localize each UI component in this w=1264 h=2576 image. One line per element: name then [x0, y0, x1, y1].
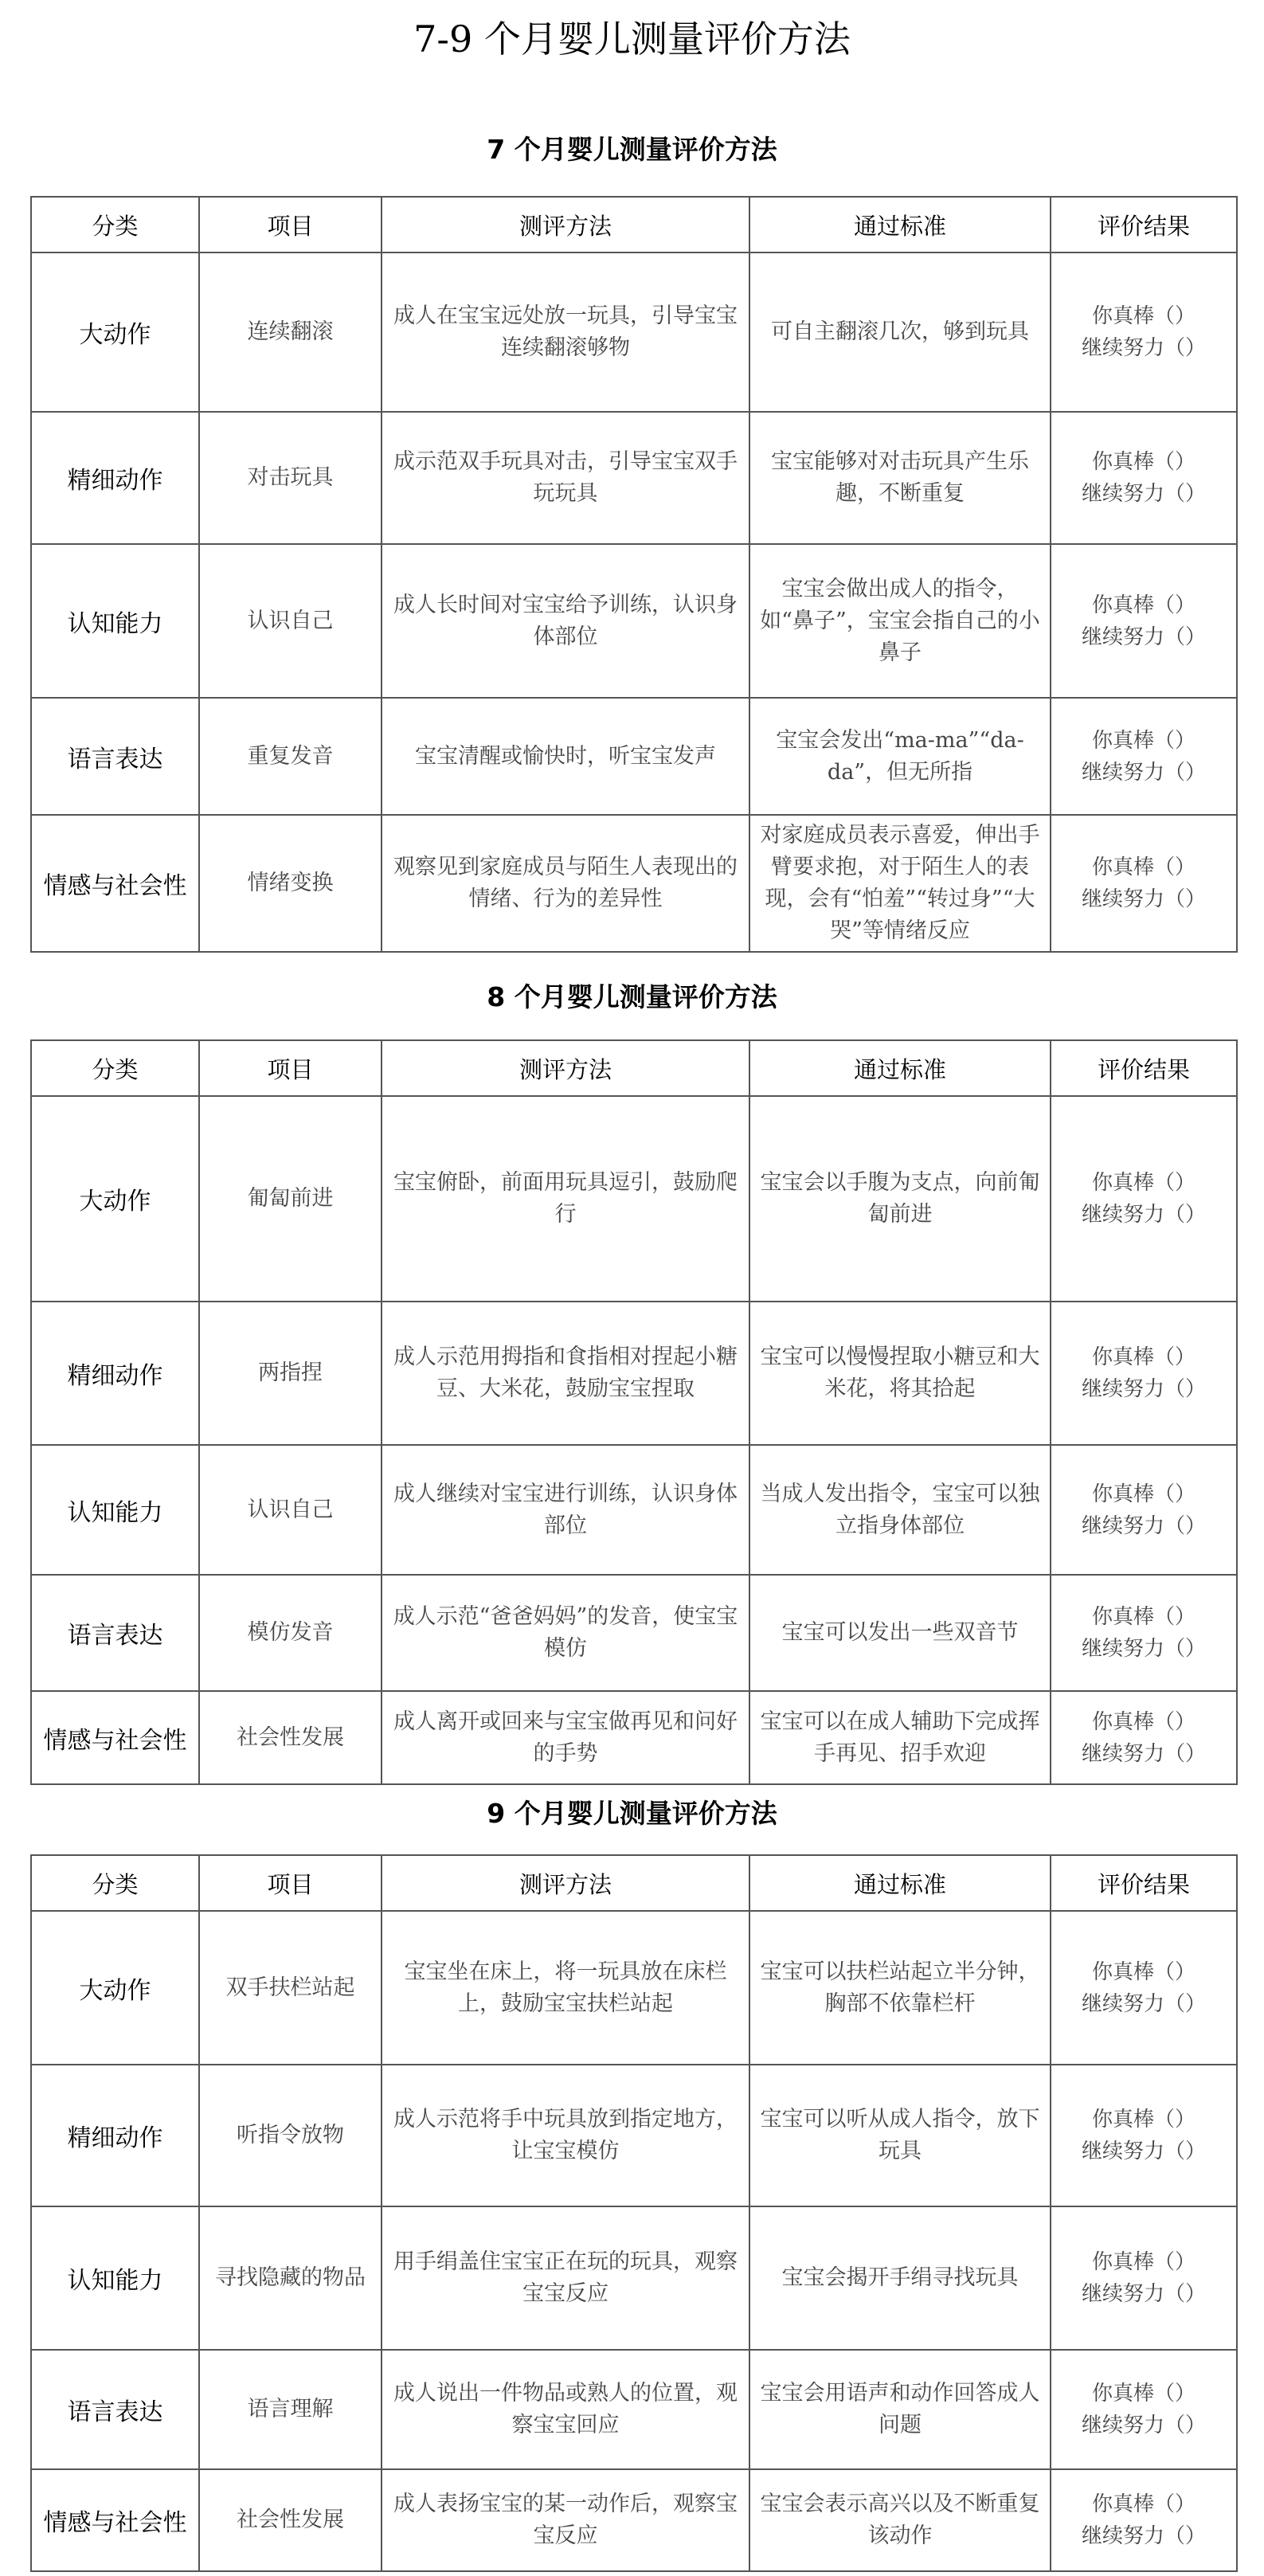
result-cell [1051, 544, 1237, 698]
table-row [31, 1691, 1237, 1784]
result-good: 你真棒（） [1091, 1709, 1196, 1734]
method-cell: 观察见到家庭成员与陌生人表现出的情绪、行为的差异性 [382, 815, 749, 952]
item-cell: 双手扶栏站起 [199, 1911, 382, 2065]
result-good: 你真棒（） [1091, 1482, 1196, 1506]
method-cell: 宝宝俯卧，前面用玩具逗引，鼓励爬行 [382, 1096, 749, 1302]
table-row [31, 2350, 1237, 2469]
standard-cell: 宝宝会做出成人的指令，如“鼻子”，宝宝会指自己的小鼻子 [749, 544, 1051, 698]
category-cell: 语言表达 [31, 2350, 199, 2469]
item-cell: 模仿发音 [199, 1575, 382, 1691]
table-row [31, 1445, 1237, 1575]
standard-cell: 宝宝可以听从成人指令，放下玩具 [749, 2065, 1051, 2206]
category-cell: 情感与社会性 [31, 815, 199, 952]
header-standard: 通过标准 [749, 1040, 1051, 1096]
result-good: 你真棒（） [1091, 1605, 1196, 1629]
result-try: 继续努力（） [1081, 1203, 1206, 1227]
method-cell: 成人示范“爸爸妈妈”的发音，使宝宝模仿 [382, 1575, 749, 1691]
result-try: 继续努力（） [1081, 1741, 1206, 1766]
header-method: 测评方法 [382, 1040, 749, 1096]
category-cell: 语言表达 [31, 1575, 199, 1691]
method-cell: 成人说出一件物品或熟人的位置，观察宝宝回应 [382, 2350, 749, 2469]
standard-cell: 宝宝可以慢慢捏取小糖豆和大米花，将其拾起 [749, 1302, 1051, 1445]
item-cell: 连续翻滚 [199, 253, 382, 412]
item-cell: 社会性发展 [199, 2469, 382, 2571]
result-good: 你真棒（） [1091, 1171, 1196, 1195]
table-row [31, 1911, 1237, 2065]
document-title: 7-9 个月婴儿测量评价方法 [413, 18, 851, 61]
table-header-row [31, 1855, 1237, 1911]
result-try: 继续努力（） [1081, 336, 1206, 360]
method-cell: 成人示范将手中玩具放到指定地方，让宝宝模仿 [382, 2065, 749, 2206]
header-result: 评价结果 [1051, 197, 1237, 253]
result-cell [1051, 1575, 1237, 1691]
category-cell: 语言表达 [31, 698, 199, 815]
table-row [31, 412, 1237, 544]
method-cell: 成人继续对宝宝进行训练，认识身体部位 [382, 1445, 749, 1575]
result-cell [1051, 412, 1237, 544]
table-row [31, 1096, 1237, 1302]
table-row [31, 1575, 1237, 1691]
item-cell: 认识自己 [199, 1445, 382, 1575]
standard-cell: 宝宝会揭开手绢寻找玩具 [749, 2206, 1051, 2350]
method-cell: 成人表扬宝宝的某一动作后，观察宝宝反应 [382, 2469, 749, 2571]
header-result: 评价结果 [1051, 1040, 1237, 1096]
category-cell: 精细动作 [31, 412, 199, 544]
category-cell: 大动作 [31, 1096, 199, 1302]
standard-cell: 当成人发出指令，宝宝可以独立指身体部位 [749, 1445, 1051, 1575]
result-try: 继续努力（） [1081, 760, 1206, 785]
header-category: 分类 [31, 1040, 199, 1096]
section-title-8m: 8 个月婴儿测量评价方法 [487, 981, 777, 1012]
table-8m [30, 1039, 1238, 1785]
item-cell: 情绪变换 [199, 815, 382, 952]
result-good: 你真棒（） [1091, 593, 1196, 617]
category-cell: 认知能力 [31, 544, 199, 698]
item-cell: 对击玩具 [199, 412, 382, 544]
result-try: 继续努力（） [1081, 2282, 1206, 2306]
result-cell [1051, 815, 1237, 952]
result-cell [1051, 2206, 1237, 2350]
result-cell [1051, 2469, 1237, 2571]
method-cell: 用手绢盖住宝宝正在玩的玩具，观察宝宝反应 [382, 2206, 749, 2350]
table-row [31, 698, 1237, 815]
standard-cell: 宝宝会以手腹为支点，向前匍匐前进 [749, 1096, 1051, 1302]
header-standard: 通过标准 [749, 197, 1051, 253]
header-method: 测评方法 [382, 197, 749, 253]
table-header-row [31, 1040, 1237, 1096]
result-good: 你真棒（） [1091, 1959, 1196, 1984]
result-good: 你真棒（） [1091, 855, 1196, 879]
category-cell: 大动作 [31, 1911, 199, 2065]
table-row [31, 253, 1237, 412]
result-try: 继续努力（） [1081, 1991, 1206, 2016]
result-good: 你真棒（） [1091, 2250, 1196, 2274]
standard-cell: 宝宝可以发出一些双音节 [749, 1575, 1051, 1691]
result-good: 你真棒（） [1091, 2492, 1196, 2516]
category-cell: 大动作 [31, 253, 199, 412]
item-cell: 匍匐前进 [199, 1096, 382, 1302]
header-method: 测评方法 [382, 1855, 749, 1911]
result-try: 继续努力（） [1081, 1637, 1206, 1661]
item-cell: 认识自己 [199, 544, 382, 698]
result-try: 继续努力（） [1081, 1513, 1206, 1538]
result-good: 你真棒（） [1091, 728, 1196, 753]
result-good: 你真棒（） [1091, 304, 1196, 328]
result-cell [1051, 1911, 1237, 2065]
result-cell [1051, 2350, 1237, 2469]
header-category: 分类 [31, 197, 199, 253]
standard-cell: 宝宝可以在成人辅助下完成挥手再见、招手欢迎 [749, 1691, 1051, 1784]
result-try: 继续努力（） [1081, 482, 1206, 506]
standard-cell: 宝宝会表示高兴以及不断重复该动作 [749, 2469, 1051, 2571]
method-cell: 成人在宝宝远处放一玩具，引导宝宝连续翻滚够物 [382, 253, 749, 412]
result-good: 你真棒（） [1091, 450, 1196, 474]
section-title-7m: 7 个月婴儿测量评价方法 [487, 134, 777, 165]
category-cell: 情感与社会性 [31, 1691, 199, 1784]
result-cell [1051, 698, 1237, 815]
result-try: 继续努力（） [1081, 624, 1206, 649]
item-cell: 寻找隐藏的物品 [199, 2206, 382, 2350]
header-category: 分类 [31, 1855, 199, 1911]
result-cell [1051, 1096, 1237, 1302]
method-cell: 成人长时间对宝宝给予训练，认识身体部位 [382, 544, 749, 698]
result-good: 你真棒（） [1091, 2108, 1196, 2132]
item-cell: 重复发音 [199, 698, 382, 815]
section-title-9m: 9 个月婴儿测量评价方法 [487, 1798, 777, 1829]
method-cell: 成人离开或回来与宝宝做再见和问好的手势 [382, 1691, 749, 1784]
item-cell: 语言理解 [199, 2350, 382, 2469]
table-row [31, 2206, 1237, 2350]
standard-cell: 宝宝会用语声和动作回答成人问题 [749, 2350, 1051, 2469]
category-cell: 认知能力 [31, 1445, 199, 1575]
standard-cell: 可自主翻滚几次，够到玩具 [749, 253, 1051, 412]
result-good: 你真棒（） [1091, 1345, 1196, 1369]
table-row [31, 2065, 1237, 2206]
method-cell: 宝宝坐在床上，将一玩具放在床栏上，鼓励宝宝扶栏站起 [382, 1911, 749, 2065]
table-7m [30, 196, 1238, 953]
table-row [31, 544, 1237, 698]
table-row [31, 1302, 1237, 1445]
category-cell: 精细动作 [31, 1302, 199, 1445]
header-item: 项目 [199, 1040, 382, 1096]
standard-cell: 宝宝可以扶栏站起立半分钟，胸部不依靠栏杆 [749, 1911, 1051, 2065]
header-item: 项目 [199, 1855, 382, 1911]
category-cell: 认知能力 [31, 2206, 199, 2350]
result-cell [1051, 2065, 1237, 2206]
standard-cell: 宝宝能够对对击玩具产生乐趣，不断重复 [749, 412, 1051, 544]
header-item: 项目 [199, 197, 382, 253]
method-cell: 成人示范用拇指和食指相对捏起小糖豆、大米花，鼓励宝宝捏取 [382, 1302, 749, 1445]
table-9m [30, 1854, 1238, 2572]
result-try: 继续努力（） [1081, 2139, 1206, 2163]
result-cell [1051, 253, 1237, 412]
result-try: 继续努力（） [1081, 1377, 1206, 1401]
result-cell [1051, 1302, 1237, 1445]
result-good: 你真棒（） [1091, 2382, 1196, 2406]
table-row [31, 815, 1237, 952]
table-row [31, 2469, 1237, 2571]
result-cell [1051, 1691, 1237, 1784]
header-result: 评价结果 [1051, 1855, 1237, 1911]
result-try: 继续努力（） [1081, 2524, 1206, 2548]
standard-cell: 对家庭成员表示喜爱，伸出手臂要求抱，对于陌生人的表现，会有“怕羞”“转过身”“大哭”等情绪反应 [749, 815, 1051, 952]
item-cell: 听指令放物 [199, 2065, 382, 2206]
header-standard: 通过标准 [749, 1855, 1051, 1911]
item-cell: 社会性发展 [199, 1691, 382, 1784]
result-cell [1051, 1445, 1237, 1575]
result-try: 继续努力（） [1081, 887, 1206, 911]
category-cell: 情感与社会性 [31, 2469, 199, 2571]
method-cell: 宝宝清醒或愉快时，听宝宝发声 [382, 698, 749, 815]
standard-cell: 宝宝会发出“ma-ma”“da-da”，但无所指 [749, 698, 1051, 815]
result-try: 继续努力（） [1081, 2414, 1206, 2437]
table-header-row [31, 197, 1237, 253]
category-cell: 精细动作 [31, 2065, 199, 2206]
item-cell: 两指捏 [199, 1302, 382, 1445]
method-cell: 成示范双手玩具对击，引导宝宝双手玩玩具 [382, 412, 749, 544]
